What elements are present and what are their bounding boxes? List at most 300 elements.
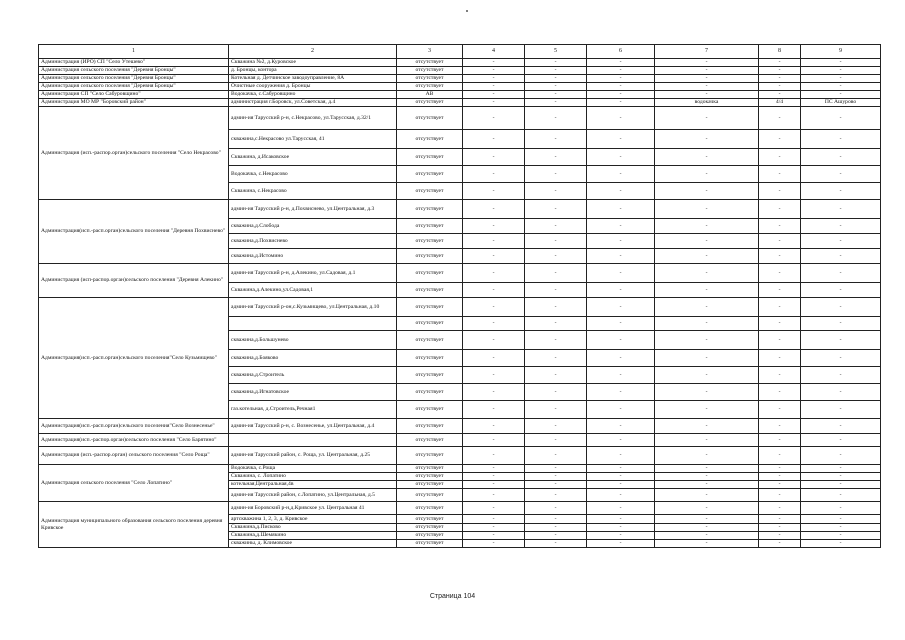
- value-cell: отсутствует: [397, 249, 463, 264]
- value-cell: -: [759, 283, 801, 298]
- value-cell: -: [587, 367, 655, 384]
- value-cell: -: [463, 149, 525, 166]
- value-cell: -: [587, 447, 655, 465]
- value-cell: -: [801, 532, 881, 540]
- value-cell: -: [759, 331, 801, 350]
- value-cell: -: [655, 234, 759, 249]
- value-cell: отсутствует: [397, 481, 463, 489]
- value-cell: -: [759, 183, 801, 200]
- address-cell: админ-ия Тарусский р-н, д.Алекино, ул.Садовая, д.1: [229, 264, 397, 283]
- value-cell: отсутствует: [397, 283, 463, 298]
- value-cell: -: [655, 481, 759, 489]
- value-cell: -: [525, 298, 587, 317]
- value-cell: отсутствует: [397, 489, 463, 502]
- value-cell: -: [525, 99, 587, 107]
- value-cell: -: [759, 465, 801, 473]
- value-cell: -: [587, 473, 655, 481]
- address-cell: Скважина №2, д.Куровское: [229, 59, 397, 67]
- value-cell: -: [801, 200, 881, 219]
- address-cell: скважина,д.Большунево: [229, 331, 397, 350]
- value-cell: отсутствует: [397, 434, 463, 447]
- value-cell: -: [525, 434, 587, 447]
- value-cell: -: [655, 166, 759, 183]
- value-cell: -: [759, 524, 801, 532]
- value-cell: -: [463, 419, 525, 434]
- value-cell: -: [525, 200, 587, 219]
- value-cell: -: [801, 298, 881, 317]
- value-cell: -: [655, 298, 759, 317]
- value-cell: -: [655, 264, 759, 283]
- org-cell: Администрация сельского поселения "Деревня Бронцы": [39, 67, 229, 75]
- value-cell: -: [525, 540, 587, 548]
- value-cell: -: [759, 481, 801, 489]
- value-cell: -: [587, 317, 655, 331]
- value-cell: -: [463, 473, 525, 481]
- value-cell: -: [587, 524, 655, 532]
- value-cell: 4/4: [759, 99, 801, 107]
- value-cell: -: [801, 317, 881, 331]
- address-cell: скважина,с.Некрасово ул.Тарусская, 41: [229, 130, 397, 149]
- value-cell: отсутствует: [397, 502, 463, 515]
- value-cell: -: [801, 515, 881, 524]
- value-cell: -: [655, 149, 759, 166]
- value-cell: отсутствует: [397, 75, 463, 83]
- value-cell: -: [525, 149, 587, 166]
- value-cell: -: [801, 130, 881, 149]
- value-cell: -: [759, 67, 801, 75]
- value-cell: -: [525, 249, 587, 264]
- value-cell: -: [525, 350, 587, 367]
- table-row: [39, 91, 881, 99]
- value-cell: -: [463, 234, 525, 249]
- address-cell: скважина,д.Похвиснево: [229, 234, 397, 249]
- page-number: Страница 104: [429, 593, 476, 600]
- org-cell: Администрация (исп.-распор.орган)сельского поселения "Село Некрасово": [39, 107, 229, 200]
- value-cell: -: [587, 350, 655, 367]
- value-cell: -: [525, 264, 587, 283]
- address-cell: Водокачка, с.Некрасово: [229, 166, 397, 183]
- value-cell: -: [463, 384, 525, 401]
- value-cell: -: [655, 130, 759, 149]
- value-cell: -: [801, 502, 881, 515]
- value-cell: -: [655, 419, 759, 434]
- org-cell: Администрация(исп.-расп.орган)сельского поселения"Село Вознесенье": [39, 419, 229, 434]
- value-cell: -: [587, 540, 655, 548]
- value-cell: -: [587, 502, 655, 515]
- value-cell: -: [801, 350, 881, 367]
- address-cell: Скважина, с. Лопатино: [229, 473, 397, 481]
- value-cell: -: [801, 540, 881, 548]
- value-cell: -: [463, 166, 525, 183]
- value-cell: -: [587, 234, 655, 249]
- table-row: [39, 107, 881, 130]
- value-cell: -: [525, 67, 587, 75]
- value-cell: -: [525, 465, 587, 473]
- value-cell: -: [801, 59, 881, 67]
- value-cell: отсутствует: [397, 331, 463, 350]
- value-cell: -: [463, 200, 525, 219]
- address-cell: скважина,д.Слобода: [229, 219, 397, 234]
- value-cell: -: [463, 75, 525, 83]
- value-cell: -: [655, 367, 759, 384]
- value-cell: -: [655, 447, 759, 465]
- value-cell: -: [801, 107, 881, 130]
- org-cell: Администрация (ИРО) СП "Село Утешево": [39, 59, 229, 67]
- value-cell: -: [463, 83, 525, 91]
- value-cell: -: [801, 419, 881, 434]
- value-cell: -: [525, 83, 587, 91]
- value-cell: -: [463, 91, 525, 99]
- table-row: [39, 99, 881, 107]
- value-cell: -: [759, 249, 801, 264]
- column-header-6: 6: [587, 45, 655, 59]
- value-cell: -: [655, 200, 759, 219]
- value-cell: -: [587, 283, 655, 298]
- value-cell: -: [759, 91, 801, 99]
- value-cell: -: [587, 264, 655, 283]
- value-cell: -: [463, 130, 525, 149]
- value-cell: отсутствует: [397, 298, 463, 317]
- value-cell: -: [525, 59, 587, 67]
- registry-table: [38, 44, 881, 548]
- value-cell: -: [587, 99, 655, 107]
- value-cell: -: [525, 183, 587, 200]
- value-cell: -: [463, 99, 525, 107]
- column-header-4: 4: [463, 45, 525, 59]
- value-cell: -: [525, 130, 587, 149]
- value-cell: -: [801, 67, 881, 75]
- address-cell: скважина,д.Строитель: [229, 367, 397, 384]
- table-row: [39, 83, 881, 91]
- address-cell: администрация г.Боровск, ул.Советская, д.4: [229, 99, 397, 107]
- address-cell: скважина,д.Истомино: [229, 249, 397, 264]
- value-cell: отсутствует: [397, 384, 463, 401]
- org-cell: Администрация сельского поселения "Деревня Бронцы": [39, 83, 229, 91]
- value-cell: -: [463, 447, 525, 465]
- value-cell: -: [587, 434, 655, 447]
- value-cell: -: [655, 384, 759, 401]
- value-cell: -: [463, 515, 525, 524]
- value-cell: -: [655, 59, 759, 67]
- value-cell: -: [463, 183, 525, 200]
- value-cell: -: [463, 502, 525, 515]
- value-cell: -: [801, 91, 881, 99]
- value-cell: отсутствует: [397, 107, 463, 130]
- value-cell: отсутствует: [397, 419, 463, 434]
- value-cell: отсутствует: [397, 219, 463, 234]
- value-cell: -: [759, 515, 801, 524]
- value-cell: -: [463, 434, 525, 447]
- value-cell: -: [655, 532, 759, 540]
- value-cell: -: [525, 481, 587, 489]
- address-cell: скважина,д.Бояково: [229, 350, 397, 367]
- value-cell: -: [587, 515, 655, 524]
- value-cell: -: [801, 83, 881, 91]
- value-cell: -: [759, 384, 801, 401]
- value-cell: -: [587, 107, 655, 130]
- value-cell: отсутствует: [397, 540, 463, 548]
- value-cell: -: [525, 283, 587, 298]
- value-cell: отсутствует: [397, 447, 463, 465]
- value-cell: -: [587, 401, 655, 419]
- value-cell: -: [655, 489, 759, 502]
- address-cell: артскважина 1, 2, 3, д. Кривское: [229, 515, 397, 524]
- value-cell: -: [587, 219, 655, 234]
- value-cell: -: [801, 149, 881, 166]
- value-cell: -: [759, 219, 801, 234]
- value-cell: -: [587, 465, 655, 473]
- table-row: [39, 67, 881, 75]
- value-cell: -: [463, 524, 525, 532]
- org-cell: Администрация муниципального образования сельского поселения деревня Кривское: [39, 502, 229, 548]
- value-cell: -: [655, 107, 759, 130]
- table-row: [39, 419, 881, 434]
- value-cell: -: [463, 264, 525, 283]
- value-cell: -: [587, 166, 655, 183]
- value-cell: -: [587, 75, 655, 83]
- value-cell: -: [759, 401, 801, 419]
- value-cell: -: [655, 515, 759, 524]
- value-cell: -: [759, 234, 801, 249]
- value-cell: -: [759, 434, 801, 447]
- value-cell: -: [759, 489, 801, 502]
- value-cell: -: [463, 489, 525, 502]
- value-cell: отсутствует: [397, 473, 463, 481]
- address-cell: Скважина,д.Писково: [229, 524, 397, 532]
- value-cell: -: [655, 434, 759, 447]
- value-cell: -: [525, 107, 587, 130]
- org-cell: Администрация СП "Село Сабуровщино": [39, 91, 229, 99]
- value-cell: -: [525, 515, 587, 524]
- address-cell: Скважина, с.Некрасово: [229, 183, 397, 200]
- value-cell: -: [655, 219, 759, 234]
- value-cell: отсутствует: [397, 264, 463, 283]
- address-cell: скважина,д.Игнатовское: [229, 384, 397, 401]
- value-cell: отсутствует: [397, 465, 463, 473]
- value-cell: -: [463, 219, 525, 234]
- value-cell: -: [463, 350, 525, 367]
- value-cell: -: [525, 75, 587, 83]
- value-cell: -: [655, 502, 759, 515]
- org-cell: Администрация(исп.-расп.орган)сельского поселения"Село Кузьмищево": [39, 298, 229, 419]
- value-cell: -: [801, 489, 881, 502]
- address-cell: скважины, д. Климовское: [229, 540, 397, 548]
- value-cell: -: [525, 473, 587, 481]
- value-cell: -: [801, 384, 881, 401]
- value-cell: -: [463, 367, 525, 384]
- value-cell: -: [525, 219, 587, 234]
- value-cell: -: [587, 200, 655, 219]
- value-cell: -: [587, 481, 655, 489]
- org-cell: Администрация сельского поселения "Село Лопатино": [39, 465, 229, 502]
- address-cell: админ-ия Тарусский р-н, с.Некрасово, ул.Тарусская, д.32/1: [229, 107, 397, 130]
- address-cell: админ-ия Тарусский р-н, д.Похвиснево, ул.Центральная, д.3: [229, 200, 397, 219]
- org-cell: Администрация (исп-распор.орган)сельского поселения "Деревня Алекино": [39, 264, 229, 298]
- value-cell: отсутствует: [397, 83, 463, 91]
- table-row: [39, 264, 881, 283]
- table-body: [39, 59, 881, 548]
- value-cell: -: [655, 67, 759, 75]
- org-cell: Администрация(исп.-расп.орган)сельского поселения "Деревня Похвиснево": [39, 200, 229, 264]
- address-cell: [229, 317, 397, 331]
- value-cell: -: [759, 166, 801, 183]
- value-cell: отсутствует: [397, 200, 463, 219]
- value-cell: -: [801, 183, 881, 200]
- value-cell: -: [801, 264, 881, 283]
- value-cell: -: [655, 75, 759, 83]
- value-cell: -: [463, 465, 525, 473]
- address-cell: Скважина,д.Алекино,ул.Садовая,1: [229, 283, 397, 298]
- value-cell: АВ: [397, 91, 463, 99]
- value-cell: -: [525, 401, 587, 419]
- value-cell: -: [801, 166, 881, 183]
- value-cell: -: [655, 473, 759, 481]
- value-cell: -: [801, 283, 881, 298]
- value-cell: -: [463, 532, 525, 540]
- value-cell: -: [587, 59, 655, 67]
- value-cell: -: [463, 401, 525, 419]
- value-cell: -: [655, 283, 759, 298]
- value-cell: -: [525, 384, 587, 401]
- value-cell: -: [525, 447, 587, 465]
- value-cell: -: [801, 234, 881, 249]
- value-cell: отсутствует: [397, 183, 463, 200]
- value-cell: отсутствует: [397, 350, 463, 367]
- table-row: [39, 465, 881, 473]
- value-cell: -: [759, 350, 801, 367]
- value-cell: -: [587, 298, 655, 317]
- org-cell: Администрация(исп.-распор.орган)сельского поселения "Село Барятино": [39, 434, 229, 447]
- value-cell: -: [759, 59, 801, 67]
- scan-mark: [466, 10, 468, 12]
- org-cell: Администрация МО МР "Боровский район": [39, 99, 229, 107]
- address-cell: Котельная д. Детчинское заводоуправление, 8А: [229, 75, 397, 83]
- column-header-8: 8: [759, 45, 801, 59]
- column-header-7: 7: [655, 45, 759, 59]
- value-cell: -: [587, 489, 655, 502]
- value-cell: -: [525, 166, 587, 183]
- value-cell: -: [801, 434, 881, 447]
- value-cell: -: [759, 419, 801, 434]
- address-cell: админ-ия Тарусский р-н, с. Вознесенье, ул.Центральная, д.4: [229, 419, 397, 434]
- value-cell: отсутствует: [397, 401, 463, 419]
- value-cell: -: [801, 465, 881, 473]
- value-cell: отсутствует: [397, 234, 463, 249]
- value-cell: -: [463, 298, 525, 317]
- table-header-row: [39, 45, 881, 59]
- value-cell: -: [587, 67, 655, 75]
- value-cell: -: [801, 331, 881, 350]
- value-cell: отсутствует: [397, 67, 463, 75]
- address-cell: Скважина,д.Шемякино: [229, 532, 397, 540]
- value-cell: -: [759, 532, 801, 540]
- table-row: [39, 434, 881, 447]
- value-cell: -: [587, 532, 655, 540]
- address-cell: газ.котельная, д.Строитель,Речная1: [229, 401, 397, 419]
- value-cell: отсутствует: [397, 515, 463, 524]
- value-cell: -: [759, 298, 801, 317]
- value-cell: -: [463, 481, 525, 489]
- value-cell: -: [759, 264, 801, 283]
- value-cell: -: [801, 75, 881, 83]
- value-cell: отсутствует: [397, 317, 463, 331]
- value-cell: -: [759, 473, 801, 481]
- value-cell: -: [801, 473, 881, 481]
- address-cell: админ-ия Тарусский район, с. Роща, ул. Центральная, д.25: [229, 447, 397, 465]
- value-cell: -: [463, 283, 525, 298]
- value-cell: -: [759, 75, 801, 83]
- address-cell: Скважина, д.Исаковское: [229, 149, 397, 166]
- value-cell: -: [759, 130, 801, 149]
- value-cell: -: [759, 447, 801, 465]
- value-cell: отсутствует: [397, 367, 463, 384]
- value-cell: отсутствует: [397, 99, 463, 107]
- value-cell: -: [759, 83, 801, 91]
- value-cell: -: [525, 489, 587, 502]
- address-cell: админ-ия Тарусский район, с.Лопатино, ул.Центральная, д.5: [229, 489, 397, 502]
- table-row: [39, 200, 881, 219]
- value-cell: -: [655, 465, 759, 473]
- value-cell: водокачка: [655, 99, 759, 107]
- org-cell: Администрация сельского поселения "Деревня Бронцы": [39, 75, 229, 83]
- value-cell: -: [655, 249, 759, 264]
- value-cell: -: [655, 524, 759, 532]
- value-cell: -: [801, 249, 881, 264]
- value-cell: -: [655, 401, 759, 419]
- value-cell: -: [759, 317, 801, 331]
- column-header-9: 9: [801, 45, 881, 59]
- table-row: [39, 298, 881, 317]
- value-cell: -: [587, 331, 655, 350]
- address-cell: котельная,Центральная,4в: [229, 481, 397, 489]
- value-cell: -: [759, 107, 801, 130]
- address-cell: [229, 434, 397, 447]
- value-cell: -: [759, 502, 801, 515]
- address-cell: админ-ия Тарусский р-он,с.Кузьмищево, ул.Центральная, д.10: [229, 298, 397, 317]
- value-cell: отсутствует: [397, 166, 463, 183]
- value-cell: -: [759, 367, 801, 384]
- value-cell: -: [655, 83, 759, 91]
- value-cell: -: [655, 91, 759, 99]
- value-cell: -: [801, 219, 881, 234]
- value-cell: -: [525, 502, 587, 515]
- address-cell: д. Бронцы, контора: [229, 67, 397, 75]
- address-cell: Водокачка, с.Роща: [229, 465, 397, 473]
- value-cell: -: [759, 200, 801, 219]
- value-cell: отсутствует: [397, 524, 463, 532]
- address-cell: Очистные сооружения д. Бронцы: [229, 83, 397, 91]
- column-header-2: 2: [229, 45, 397, 59]
- value-cell: -: [801, 481, 881, 489]
- value-cell: -: [525, 317, 587, 331]
- value-cell: -: [587, 91, 655, 99]
- value-cell: отсутствует: [397, 532, 463, 540]
- value-cell: -: [587, 384, 655, 401]
- table-row: [39, 59, 881, 67]
- value-cell: -: [587, 149, 655, 166]
- org-cell: Администрация (исп.-распор.орган) сельского поселения "Село Роща": [39, 447, 229, 465]
- value-cell: -: [587, 183, 655, 200]
- value-cell: ПС Ашурово: [801, 99, 881, 107]
- value-cell: -: [587, 419, 655, 434]
- value-cell: -: [759, 149, 801, 166]
- value-cell: -: [801, 367, 881, 384]
- column-header-1: 1: [39, 45, 229, 59]
- value-cell: -: [587, 249, 655, 264]
- address-cell: Водокачка, с.Сабуровщино: [229, 91, 397, 99]
- column-header-5: 5: [525, 45, 587, 59]
- value-cell: -: [525, 524, 587, 532]
